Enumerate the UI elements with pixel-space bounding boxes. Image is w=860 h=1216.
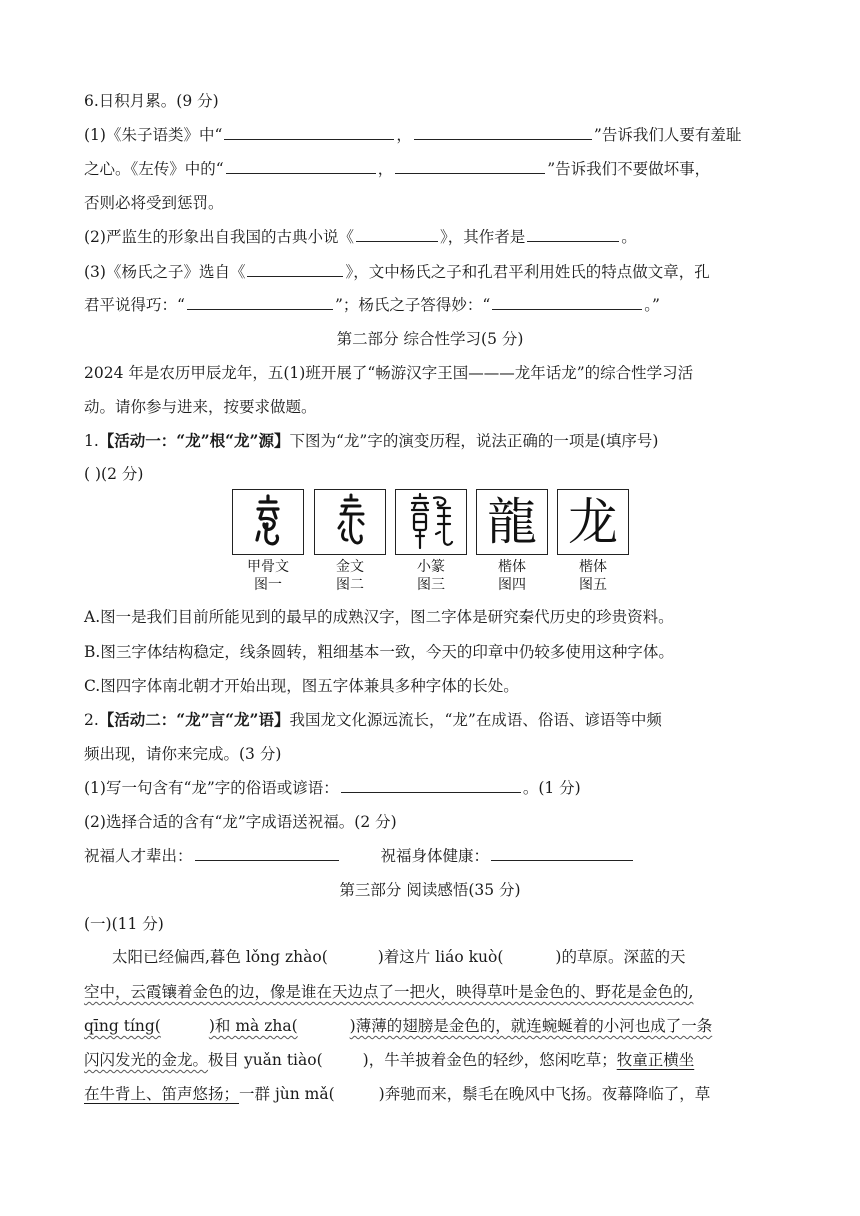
q6-text: ，: [377, 160, 394, 178]
passage-line-2: [84, 981, 693, 1003]
activity-title: 【活动二：“龙”言“龙”语】: [98, 710, 290, 729]
wavy-underlined-text: )和 mà zha(: [208, 1017, 298, 1035]
answer-blank[interactable]: [491, 845, 633, 861]
script-name: 金文: [336, 559, 364, 575]
script-name: 甲骨文: [247, 559, 289, 575]
activity1-line: [84, 430, 658, 452]
q6-text: (3)《杨氏之子》选自《: [84, 263, 246, 281]
pinyin-answer-space[interactable]: [161, 1015, 209, 1037]
glyph-box: [476, 489, 548, 555]
answer-blank[interactable]: [187, 294, 333, 310]
q6-line-5: [84, 261, 710, 283]
answer-blank[interactable]: [247, 261, 343, 277]
script-name: 楷体: [498, 559, 526, 575]
underlined-text: 在牛背上、笛声悠扬；: [84, 1085, 240, 1103]
oracle-dragon-glyph: [233, 490, 303, 554]
passage-line-4: [84, 1049, 694, 1071]
blessing-label: 祝福身体健康：: [380, 847, 490, 865]
part3-heading: 第三部分 阅读感悟(35 分): [339, 881, 521, 899]
figure-regular-simplified: [557, 489, 629, 594]
option-a: A.图一是我们目前所能见到的最早的成熟汉字，图二字体是研究秦代历史的珍贵资料。: [84, 608, 674, 626]
option-c: C.图四字体南北朝才开始出现，图五字体兼具多种字体的长处。: [84, 677, 519, 695]
q6-line-6: [84, 294, 660, 316]
q6-line-1: [84, 124, 741, 146]
q6-line-2: [84, 158, 710, 180]
option-b: B.图三字体结构稳定，线条圆转，粗细基本一致，今天的印章中仍较多使用这种字体。: [84, 643, 674, 661]
wavy-underlined-text: )薄薄的翅膀是金色的，就连蜿蜒着的小河也成了一条: [349, 1017, 713, 1035]
q6-text: ”；杨氏之子答得妙：“: [334, 296, 491, 314]
question-text: 下图为“龙”字的演变历程，说法正确的一项是(填序号): [289, 432, 659, 450]
activity1-answer-paren[interactable]: ( )(2 分): [84, 465, 144, 483]
activity2-line-2: 频出现，请你来完成。(3 分): [84, 745, 282, 763]
passage-line-5: [84, 1083, 710, 1105]
q6-title: 6.日积月累。(9 分): [84, 92, 219, 110]
activity2-line: [84, 709, 662, 731]
passage-text: )的草原。深蓝的天: [555, 948, 686, 966]
figure-regular-traditional: [476, 489, 548, 594]
figure-label: 图四: [498, 577, 526, 593]
figure-bronze: [314, 489, 386, 594]
question-number: 2.: [84, 711, 99, 729]
figure-label: 图二: [336, 577, 364, 593]
figure-seal: [395, 489, 467, 594]
q6-text: 君平说得巧：“: [84, 296, 185, 314]
passage-text: )，牛羊披着金色的轻纱，悠闲吃草；: [362, 1051, 617, 1069]
question-text: 。(1 分): [522, 779, 581, 797]
passage-text: 太阳已经偏西,暮色 lǒng zhào(: [112, 948, 328, 966]
figure-oracle: [232, 489, 304, 594]
blessing-label: 祝福人才辈出：: [84, 847, 193, 865]
q6-text: 》，文中杨氏之子和孔君平利用姓氏的特点做文章，孔: [345, 263, 710, 281]
script-name: 小篆: [417, 559, 445, 575]
answer-blank[interactable]: [414, 124, 592, 140]
passage-text: 一群 jùn mǎ(: [239, 1085, 335, 1103]
passage-1-label: (一)(11 分): [84, 915, 164, 933]
passage-text: 极目 yuǎn tiào(: [208, 1051, 323, 1069]
q6-text: ”告诉我们不要做坏事，: [547, 160, 711, 178]
question-text: 我国龙文化源远流长，“龙”在成语、俗语、谚语等中频: [289, 711, 662, 729]
underlined-text: 牧童正横坐: [616, 1051, 695, 1069]
activity-title: 【活动一：“龙”根“龙”源】: [98, 431, 290, 450]
q6-line-3: 否则必将受到惩罚。: [84, 194, 224, 212]
passage-text: )奔驰而来，鬃毛在晚风中飞扬。夜幕降临了，草: [378, 1085, 711, 1103]
answer-blank[interactable]: [492, 294, 642, 310]
passage-text: )着这片 liáo kuò(: [377, 948, 504, 966]
q6-text: (1)《朱子语类》中“: [84, 126, 223, 144]
wavy-underlined-text: 闪闪发光的金龙。: [84, 1051, 209, 1069]
q6-text: ”告诉我们人要有羞耻: [593, 126, 742, 144]
seal-dragon-glyph: [396, 490, 466, 554]
glyph-box: [395, 489, 467, 555]
glyph-box: [314, 489, 386, 555]
figure-label: 图五: [579, 577, 607, 593]
answer-blank[interactable]: [224, 124, 394, 140]
glyph-box: [557, 489, 629, 555]
answer-blank[interactable]: [195, 845, 339, 861]
question-text: (1)写一句含有“龙”字的俗语或谚语：: [84, 779, 339, 797]
q6-text: 。”: [644, 296, 660, 314]
part2-heading: 第二部分 综合性学习(5 分): [336, 330, 524, 348]
script-name: 楷体: [579, 559, 607, 575]
passage-line-3: [84, 1015, 712, 1037]
glyph-box: [232, 489, 304, 555]
question-number: 1.: [84, 432, 99, 450]
bronze-dragon-glyph: [315, 490, 385, 554]
answer-blank[interactable]: [226, 158, 376, 174]
passage-line-1: [112, 946, 685, 968]
activity2-q2: (2)选择合适的含有“龙”字成语送祝福。(2 分): [84, 813, 397, 831]
q6-text: (2)严监生的形象出自我国的古典小说《: [84, 228, 354, 246]
wavy-underlined-text: qīng tíng(: [84, 1017, 161, 1035]
q6-text: ，: [396, 126, 412, 144]
blessing-line: [84, 845, 635, 867]
dragon-evolution-figure: [232, 489, 632, 601]
answer-blank[interactable]: [527, 226, 619, 242]
part2-intro-1: 2024 年是农历甲辰龙年，五(1)班开展了“畅游汉字王国———龙年话龙”的综合性学习活: [84, 364, 694, 382]
pinyin-answer-space[interactable]: [298, 1015, 350, 1037]
answer-blank[interactable]: [341, 777, 521, 793]
regular-dragon-glyph-simplified: 龙: [568, 493, 618, 551]
q6-line-4: [84, 226, 637, 248]
q6-text: 》，其作者是: [439, 228, 526, 246]
answer-blank[interactable]: [356, 226, 438, 242]
q6-text: 之心。《左传》中的“: [84, 160, 224, 178]
regular-dragon-glyph-traditional: 龍: [487, 493, 537, 551]
wavy-underlined-text: 空中，云霞镶着金色的边，像是谁在天边点了一把火，映得草叶是金色的、野花是金色的,: [84, 983, 694, 1001]
answer-blank[interactable]: [395, 158, 545, 174]
part2-intro-2: 动。请你参与进来，按要求做题。: [84, 398, 317, 416]
figure-label: 图三: [417, 577, 445, 593]
activity2-q1: [84, 777, 581, 799]
q6-text: 。: [621, 228, 637, 246]
figure-label: 图一: [254, 577, 282, 593]
